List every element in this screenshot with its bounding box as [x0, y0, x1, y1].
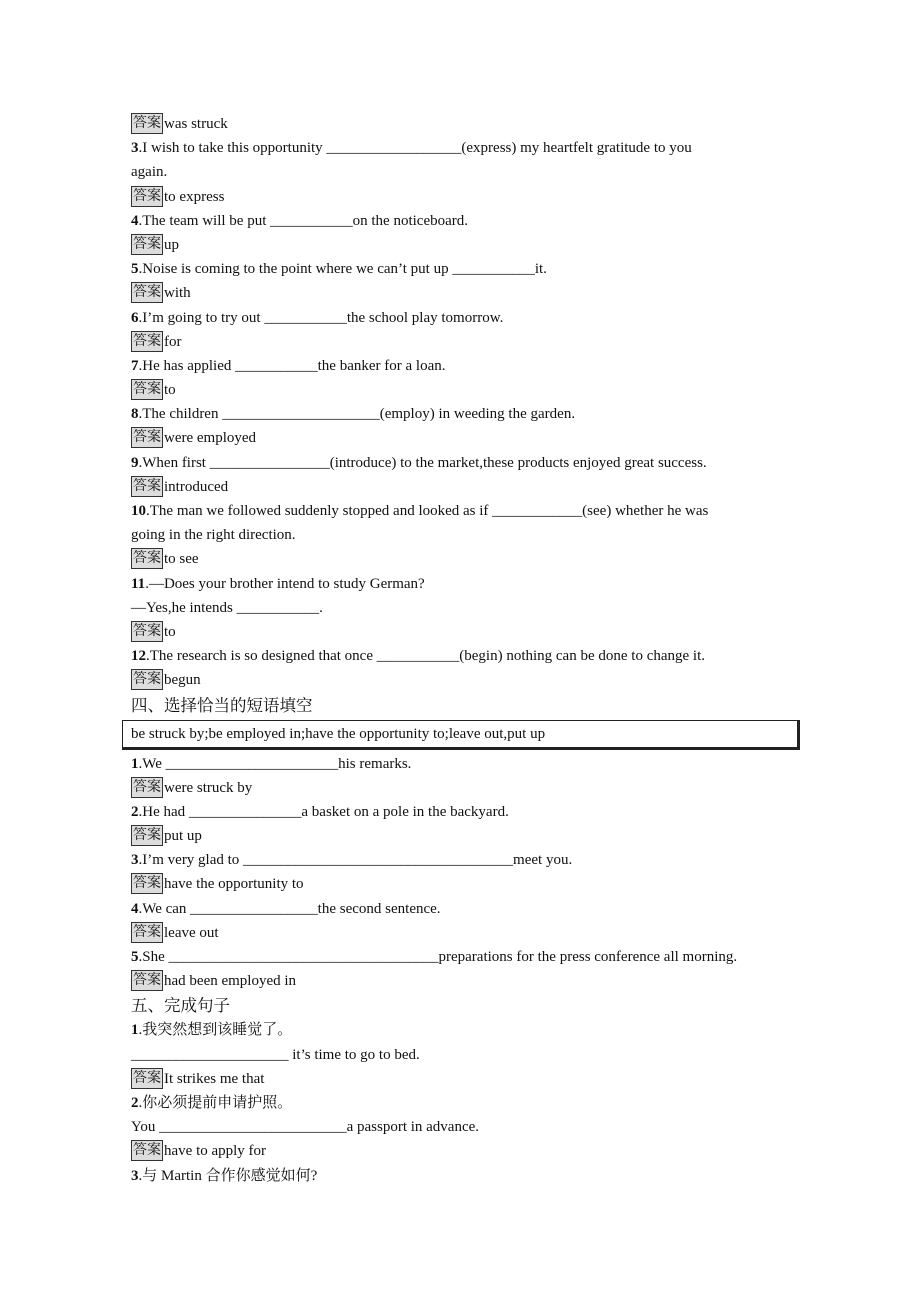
question-number: 3 — [131, 1167, 139, 1184]
answer-line — [131, 233, 811, 257]
answer-text: to — [164, 382, 176, 399]
question-number: 10 — [131, 503, 146, 519]
answer-line — [131, 475, 811, 499]
question-number: 4 — [131, 212, 139, 229]
question-number: 6 — [131, 309, 139, 326]
answer-text: for — [164, 333, 182, 350]
answer-text: It strikes me that — [164, 1070, 265, 1087]
answer-badge: 答案 — [131, 922, 163, 943]
answer-line — [131, 1067, 811, 1091]
answer-line — [131, 426, 811, 450]
question-line — [131, 402, 811, 426]
answer-text: begun — [164, 672, 201, 689]
answer-badge: 答案 — [131, 186, 163, 207]
question-text: .The team will be put ___________on the noticeboard. — [138, 212, 469, 229]
answer-badge: 答案 — [131, 548, 163, 569]
text-line: again. — [131, 164, 168, 181]
answer-line — [131, 1139, 811, 1163]
answer-text: had been employed in — [164, 973, 297, 990]
question-line — [131, 306, 811, 330]
answer-line — [131, 668, 811, 692]
answer-text: with — [164, 285, 191, 302]
answer-badge: 答案 — [131, 476, 163, 497]
question-line — [131, 499, 811, 523]
question-text: .The research is so designed that once ___________(begin) nothing can be done to change it. — [146, 648, 706, 665]
document-body — [131, 112, 811, 1188]
question-text: .He had _______________a basket on a pole in the backyard. — [138, 803, 509, 820]
section-heading: 四、选择恰当的短语填空 — [131, 695, 313, 715]
text-line: _____________________ it’s time to go to bed. — [131, 1046, 420, 1063]
question-text: .We can _________________the second sentence. — [138, 900, 441, 917]
question-number: 2 — [131, 803, 139, 820]
question-line — [131, 257, 811, 281]
question-text: .She ____________________________________preparations for the press conference all morning. — [138, 949, 738, 965]
question-line — [131, 1091, 811, 1115]
answer-line — [131, 776, 811, 800]
question-line — [131, 848, 811, 872]
answer-badge: 答案 — [131, 621, 163, 642]
question-number: 1 — [131, 755, 139, 772]
answer-text: have the opportunity to — [164, 876, 304, 893]
question-line — [131, 354, 811, 378]
answer-line — [131, 378, 811, 402]
question-text: .我突然想到该睡觉了。 — [138, 1022, 293, 1039]
question-text: .He has applied ___________the banker for a loan. — [138, 357, 446, 374]
question-text: .The children _____________________(employ) in weeding the garden. — [138, 406, 576, 423]
answer-text: have to apply for — [164, 1143, 267, 1160]
question-text: .—Does your brother intend to study German? — [145, 575, 425, 592]
answer-badge: 答案 — [131, 234, 163, 255]
answer-line — [131, 969, 811, 993]
answer-line — [131, 281, 811, 305]
answer-text: to — [164, 623, 176, 640]
answer-text: were struck by — [164, 779, 253, 796]
question-line — [131, 644, 811, 668]
question-text: .I’m going to try out ___________the school play tomorrow. — [138, 309, 504, 326]
answer-line — [131, 620, 811, 644]
answer-badge: 答案 — [131, 777, 163, 798]
answer-text: were employed — [164, 430, 257, 447]
answer-badge: 答案 — [131, 113, 163, 134]
answer-text: put up — [164, 828, 202, 845]
question-number: 5 — [131, 261, 139, 278]
question-line — [131, 209, 811, 233]
text-line: going in the right direction. — [131, 527, 296, 544]
question-number: 5 — [131, 949, 139, 965]
question-text: .与 Martin 合作你感觉如何? — [138, 1167, 318, 1184]
question-line — [131, 1164, 811, 1188]
answer-text: up — [164, 236, 179, 253]
answer-line — [131, 330, 811, 354]
answer-text: introduced — [164, 478, 229, 495]
question-number: 8 — [131, 406, 139, 423]
answer-badge: 答案 — [131, 331, 163, 352]
question-line — [131, 572, 811, 596]
text-line: —Yes,he intends ___________. — [131, 599, 323, 616]
question-number: 12 — [131, 648, 146, 665]
question-number: 7 — [131, 357, 139, 374]
answer-line — [131, 824, 811, 848]
question-number: 11 — [131, 575, 146, 592]
question-text: .你必须提前申请护照。 — [138, 1094, 293, 1111]
answer-line — [131, 112, 811, 136]
question-number: 3 — [131, 140, 139, 157]
phrase-box: be struck by;be employed in;have the opportunity to;leave out,put up — [122, 720, 800, 750]
answer-text: was struck — [164, 116, 228, 132]
question-line — [131, 800, 811, 824]
question-text: .I’m very glad to ____________________________________meet you. — [138, 852, 573, 869]
question-line — [131, 1018, 811, 1042]
answer-line — [131, 185, 811, 209]
question-number: 9 — [131, 454, 139, 471]
question-number: 1 — [131, 1022, 139, 1039]
answer-badge: 答案 — [131, 282, 163, 303]
question-number: 2 — [131, 1094, 139, 1111]
question-text: .When first ________________(introduce) to the market,these products enjoyed great success. — [138, 454, 707, 471]
answer-line — [131, 547, 811, 571]
question-line — [131, 897, 811, 921]
question-text: .I wish to take this opportunity __________________(express) my heartfelt gratitude to you — [138, 140, 692, 157]
answer-badge: 答案 — [131, 669, 163, 690]
question-line — [131, 752, 811, 776]
question-text: .The man we followed suddenly stopped and looked as if ____________(see) whether he was — [146, 503, 709, 519]
answer-badge: 答案 — [131, 1068, 163, 1089]
answer-text: leave out — [164, 924, 219, 941]
question-line — [131, 451, 811, 475]
question-text: .Noise is coming to the point where we can’t put up ___________it. — [138, 261, 547, 278]
answer-badge: 答案 — [131, 427, 163, 448]
answer-badge: 答案 — [131, 1140, 163, 1161]
answer-line — [131, 921, 811, 945]
question-number: 4 — [131, 900, 139, 917]
answer-badge: 答案 — [131, 873, 163, 894]
section-heading: 五、完成句子 — [131, 996, 230, 1016]
text-line: You _________________________a passport in advance. — [131, 1119, 480, 1136]
question-line — [131, 136, 811, 160]
answer-badge: 答案 — [131, 825, 163, 846]
answer-badge: 答案 — [131, 379, 163, 400]
answer-line — [131, 872, 811, 896]
question-text: .We _______________________his remarks. — [138, 755, 412, 772]
question-number: 3 — [131, 852, 139, 869]
question-line — [131, 945, 811, 969]
answer-text: to express — [164, 188, 225, 205]
answer-badge: 答案 — [131, 970, 163, 991]
answer-text: to see — [164, 551, 199, 568]
